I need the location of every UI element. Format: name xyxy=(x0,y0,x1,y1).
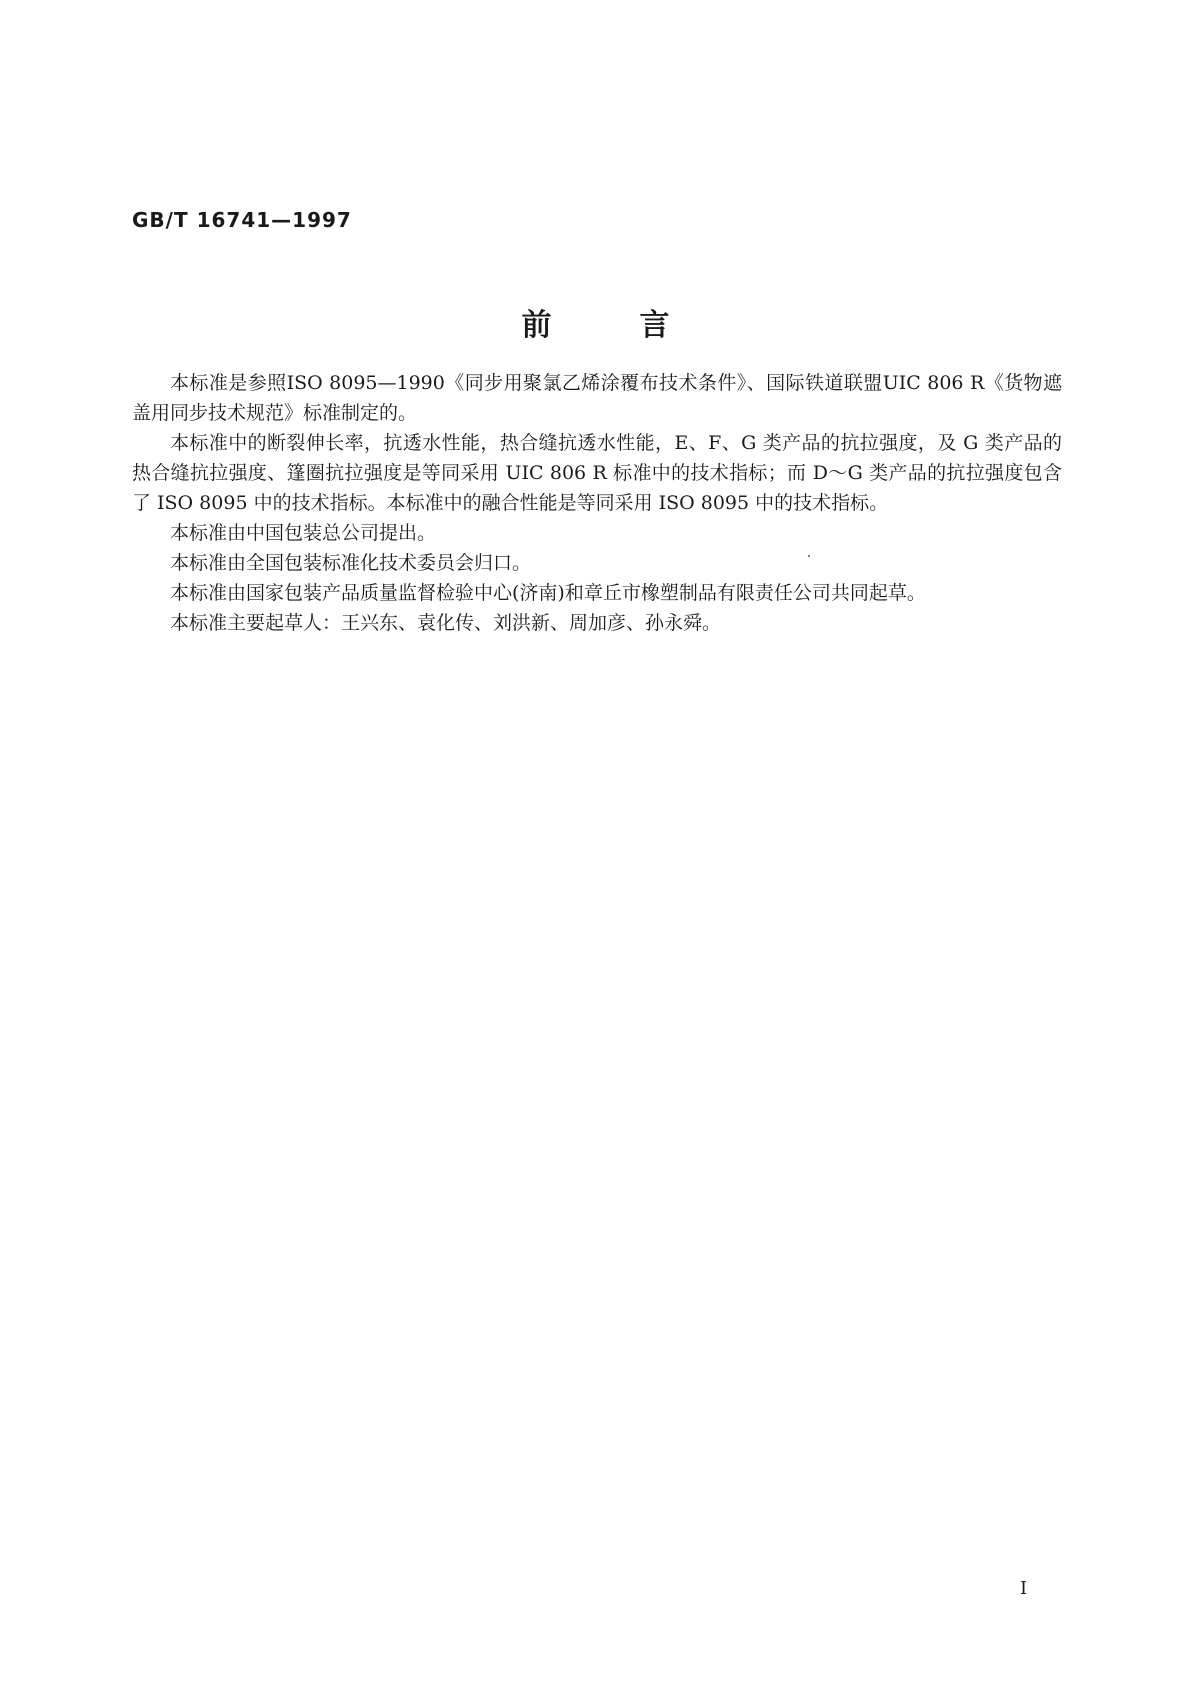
standard-number: GB/T 16741—1997 xyxy=(132,208,352,232)
paragraph-centralized-by: 本标准由全国包装标准化技术委员会归口。 xyxy=(170,552,532,574)
title-char-2: 言 xyxy=(639,308,670,343)
foreword-body xyxy=(132,368,1062,638)
scan-speck xyxy=(808,555,810,557)
paragraph-proposer: 本标准由中国包装总公司提出。 xyxy=(170,522,437,544)
paragraph-technical-indicators: 本标准中的断裂伸长率，抗透水性能，热合缝抗透水性能，E、F、G 类产品的抗拉强度，及 G 类产品的热合缝抗拉强度、篷圈抗拉强度是等同采用 UIC 806 R 标准中的技术指标；而 D～G 类产品的抗拉强度包含了 ISO 8095 中的技术指标。本标准中的融合性能是等同采用 ISO 8095 中的技术指标。 xyxy=(132,432,1062,514)
paragraph-reference: 本标准是参照ISO 8095—1990《同步用聚氯乙烯涂覆布技术条件》、国际铁道联盟UIC 806 R《货物遮盖用同步技术规范》标准制定的。 xyxy=(132,372,1062,424)
paragraph-drafters: 本标准主要起草人：王兴东、袁化传、刘洪新、周加彦、孙永舜。 xyxy=(170,612,722,634)
page-title xyxy=(0,300,1191,344)
paragraph-drafting-units: 本标准由国家包装产品质量监督检验中心(济南)和章丘市橡塑制品有限责任公司共同起草。 xyxy=(170,582,926,604)
page-number: I xyxy=(1020,1578,1028,1599)
title-char-1: 前 xyxy=(521,308,552,343)
